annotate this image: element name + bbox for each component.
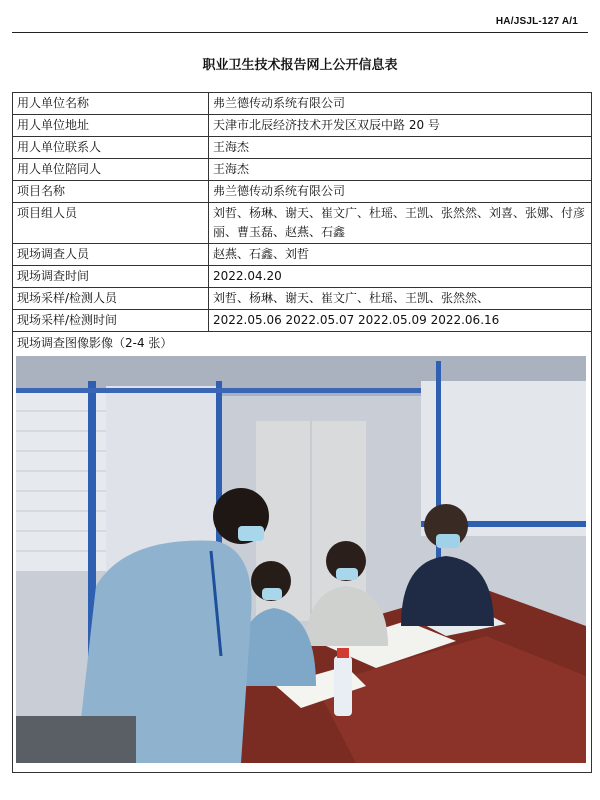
row-label: 现场采样/检测人员: [13, 288, 209, 310]
row-label: 用人单位地址: [13, 115, 209, 137]
table-row: [13, 115, 592, 137]
row-value: 王海杰: [209, 137, 592, 159]
row-value: 刘哲、杨琳、谢天、崔文广、杜瑶、王凯、张然然、刘喜、张娜、付彦丽、曹玉磊、赵燕、石鑫: [209, 203, 592, 244]
table-row: [13, 310, 592, 332]
document-title: 职业卫生技术报告网上公开信息表: [202, 58, 398, 73]
table-row: [13, 159, 592, 181]
row-label: 现场调查时间: [13, 266, 209, 288]
meeting-photo-illustration: [16, 356, 586, 763]
photo-row: [13, 332, 592, 773]
row-label: 现场调查人员: [13, 244, 209, 266]
table-row: [13, 203, 592, 244]
row-value: 弗兰德传动系统有限公司: [209, 93, 592, 115]
info-table: [12, 92, 592, 773]
document-code: HA/JSJL-127 A/1: [495, 16, 578, 27]
table-row: [13, 93, 592, 115]
row-label: 用人单位陪同人: [13, 159, 209, 181]
row-label: 用人单位联系人: [13, 137, 209, 159]
row-value: 天津市北辰经济技术开发区双辰中路 20 号: [209, 115, 592, 137]
row-value: 赵燕、石鑫、刘哲: [209, 244, 592, 266]
photo-caption: 现场调查图像影像（2-4 张）: [17, 336, 173, 350]
row-label: 用人单位名称: [13, 93, 209, 115]
table-row: [13, 266, 592, 288]
table-row: [13, 288, 592, 310]
row-value: 2022.05.06 2022.05.07 2022.05.09 2022.06.16: [209, 310, 592, 332]
table-row: [13, 244, 592, 266]
header-rule: [12, 32, 588, 33]
row-value: 弗兰德传动系统有限公司: [209, 181, 592, 203]
row-label: 项目名称: [13, 181, 209, 203]
table-row: [13, 181, 592, 203]
table-row: [13, 137, 592, 159]
row-value: 王海杰: [209, 159, 592, 181]
site-survey-photo: [16, 356, 586, 763]
row-value: 刘哲、杨琳、谢天、崔文广、杜瑶、王凯、张然然、: [209, 288, 592, 310]
photo-cell: [13, 332, 592, 773]
row-label: 现场采样/检测时间: [13, 310, 209, 332]
row-label: 项目组人员: [13, 203, 209, 244]
row-value: 2022.04.20: [209, 266, 592, 288]
